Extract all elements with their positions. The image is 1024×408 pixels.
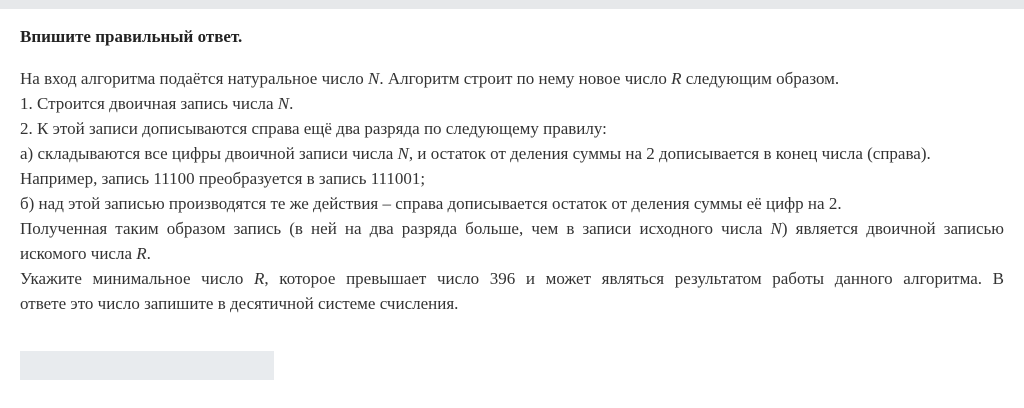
text-fragment: искомого числа — [20, 244, 137, 263]
task-content — [20, 24, 1004, 316]
task-line-5: Например, запись 11100 преобразуется в запись 111001; — [20, 169, 426, 188]
text-fragment: . — [146, 244, 151, 263]
text-fragment: , которое превышает число 396 и может являться результатом работы данного алгоритма. В — [264, 269, 1004, 288]
task-line-1 — [20, 66, 1004, 91]
variable-n: N — [368, 69, 380, 88]
variable-r: R — [671, 69, 682, 88]
text-fragment: ) является двоичной записью — [781, 219, 1004, 238]
task-line-4 — [20, 141, 1004, 166]
task-line-10: ответе это число запишите в десятичной системе счисления. — [20, 294, 459, 313]
task-title: Впишите правильный ответ. — [20, 27, 243, 46]
variable-n: N — [397, 144, 409, 163]
text-fragment: Укажите минимальное число — [20, 269, 255, 288]
text-fragment: . — [289, 94, 294, 113]
variable-n: N — [277, 94, 290, 113]
variable-r: R — [136, 244, 147, 263]
text-fragment: следующим образом. — [681, 69, 840, 88]
task-line-8 — [20, 241, 1004, 266]
text-fragment: 1. Строится двоичная запись числа — [20, 94, 278, 113]
task-line-9 — [20, 266, 1004, 291]
answer-input[interactable] — [20, 351, 274, 380]
variable-n: N — [770, 219, 782, 238]
task-line-3: 2. К этой записи дописываются справа ещё два разряда по следующему правилу: — [20, 119, 607, 138]
text-fragment: Полученная таким образом запись (в ней на два разряда больше, чем в записи исходного числа — [20, 219, 771, 238]
text-fragment: а) складываются все цифры двоичной записи числа — [20, 144, 398, 163]
text-fragment: , и остаток от деления суммы на 2 дописывается в конец числа (справа). — [408, 144, 931, 163]
variable-r: R — [254, 269, 265, 288]
task-line-6: б) над этой записью производятся те же действия – справа дописывается остаток от деления суммы её цифр на 2. — [20, 194, 842, 213]
text-fragment: . Алгоритм строит по нему новое число — [379, 69, 672, 88]
task-line-2 — [20, 91, 1004, 116]
task-line-7 — [20, 216, 1004, 241]
text-fragment: На вход алгоритма подаётся натуральное число — [20, 69, 369, 88]
top-bar — [0, 0, 1024, 9]
